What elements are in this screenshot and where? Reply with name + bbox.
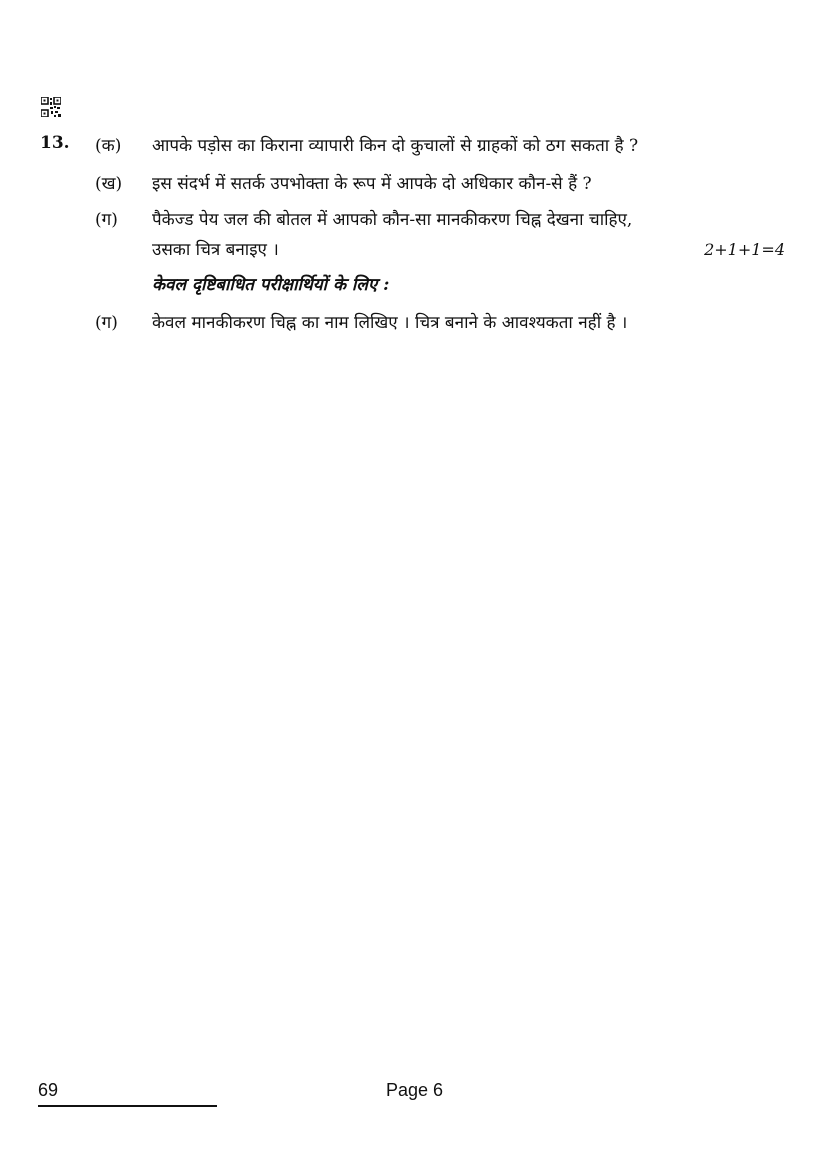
part-text-kha: इस संदर्भ में सतर्क उपभोक्ता के रूप में आपके दो अधिकार कौन-से हैं ?	[152, 174, 592, 194]
page-number: Page 6	[386, 1080, 444, 1100]
part-label-ka: (क)	[95, 136, 122, 156]
footer-code: 69	[38, 1080, 59, 1100]
part-label-kha: (ख)	[95, 174, 123, 194]
visually-impaired-heading: केवल दृष्टिबाधित परीक्षार्थियों के लिए :	[152, 275, 390, 295]
qr-code-icon	[41, 97, 61, 117]
part-text-ga-line2: उसका चित्र बनाइए ।	[152, 240, 279, 260]
marks-allocation: 2+1+1=4	[704, 240, 785, 259]
vi-part-label: (ग)	[95, 313, 118, 333]
part-text-ka: आपके पड़ोस का किराना व्यापारी किन दो कुचालों से ग्राहकों को ठग सकता है ?	[152, 136, 639, 156]
part-label-ga: (ग)	[95, 210, 118, 230]
vi-part-text: केवल मानकीकरण चिह्न का नाम लिखिए । चित्र बनाने के आवश्यकता नहीं है ।	[152, 313, 628, 333]
part-text-ga-line1: पैकेज्ड पेय जल की बोतल में आपको कौन-सा मानकीकरण चिह्न देखना चाहिए,	[152, 210, 633, 230]
footer-divider	[38, 1105, 217, 1107]
question-number: 13.	[40, 133, 70, 153]
